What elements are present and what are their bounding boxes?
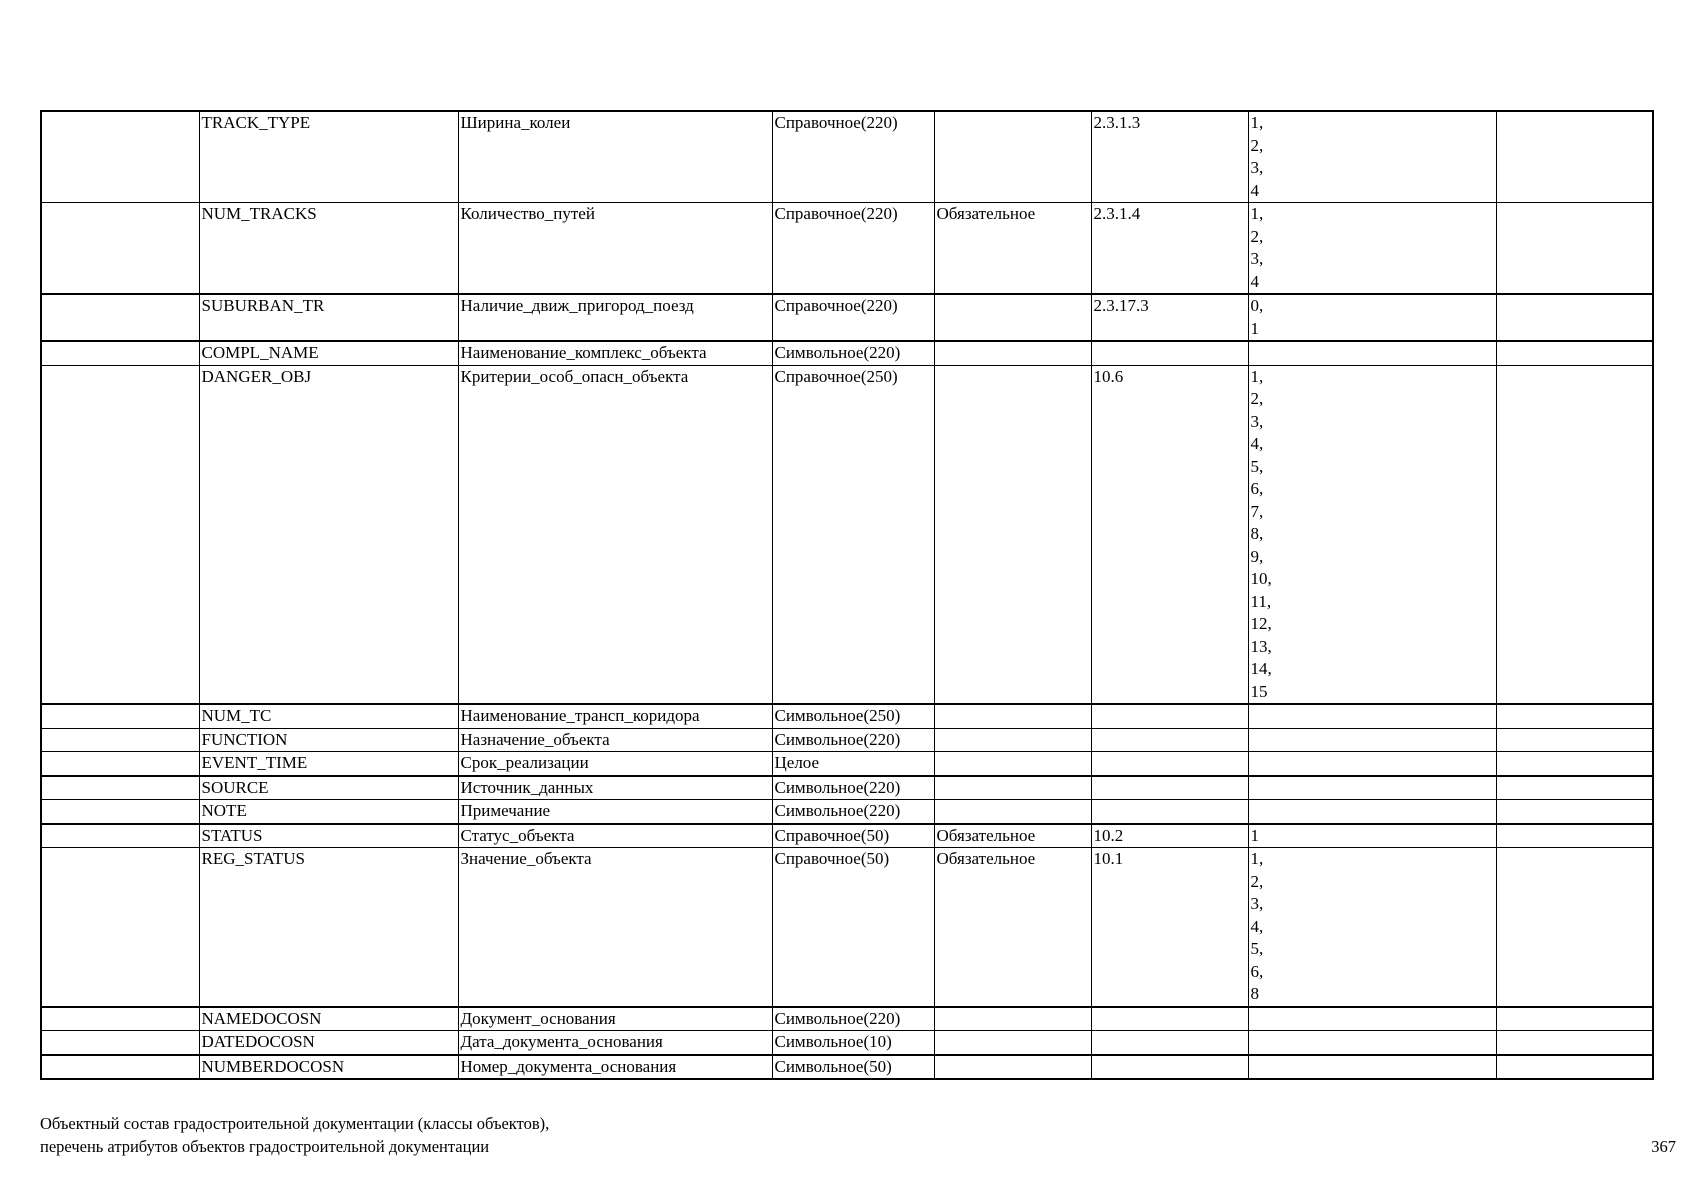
attribute-code-cell: NUM_TRACKS — [199, 203, 458, 295]
attribute-code-cell: DATEDOCOSN — [199, 1031, 458, 1055]
table-row — [41, 1055, 1653, 1080]
attribute-name-cell: Примечание — [458, 800, 772, 824]
allowed-value: 6, — [1250, 961, 1264, 981]
attribute-type-cell: Справочное(220) — [772, 294, 934, 341]
classifier-ref-cell — [1091, 752, 1248, 776]
classifier-ref-cell: 2.3.1.4 — [1091, 203, 1248, 295]
allowed-value: 2, — [1250, 135, 1264, 155]
allowed-value: 9, — [1250, 546, 1264, 566]
empty-cell — [41, 824, 199, 848]
attribute-name-cell: Значение_объекта — [458, 848, 772, 1007]
attribute-type-cell: Целое — [772, 752, 934, 776]
empty-cell — [41, 111, 199, 203]
allowed-value: 7, — [1250, 501, 1264, 521]
allowed-value: 10, — [1250, 569, 1272, 588]
attribute-code-cell: SUBURBAN_TR — [199, 294, 458, 341]
attribute-name-cell: Количество_путей — [458, 203, 772, 295]
allowed-value: 3, — [1250, 411, 1264, 431]
empty-cell — [1496, 341, 1653, 365]
attribute-type-cell: Справочное(220) — [772, 111, 934, 203]
attribute-code-cell: COMPL_NAME — [199, 341, 458, 365]
allowed-value: 1 — [1250, 825, 1259, 845]
allowed-value: 1, — [1250, 849, 1264, 868]
empty-cell — [41, 776, 199, 800]
empty-cell — [41, 341, 199, 365]
attribute-type-cell: Символьное(220) — [772, 776, 934, 800]
attribute-name-cell: Номер_документа_основания — [458, 1055, 772, 1080]
classifier-ref-cell — [1091, 341, 1248, 365]
attribute-code-cell: DANGER_OBJ — [199, 365, 458, 704]
attribute-name-cell: Источник_данных — [458, 776, 772, 800]
empty-cell — [1496, 848, 1653, 1007]
classifier-ref-cell — [1091, 1055, 1248, 1080]
empty-cell — [1496, 776, 1653, 800]
attribute-required-cell — [934, 341, 1091, 365]
allowed-value: 3, — [1250, 249, 1264, 268]
allowed-value: 1, — [1250, 204, 1264, 223]
attribute-type-cell: Справочное(250) — [772, 365, 934, 704]
allowed-value: 4, — [1250, 434, 1264, 453]
allowed-values-cell — [1248, 111, 1496, 203]
table-row — [41, 1007, 1653, 1031]
attribute-type-cell: Справочное(50) — [772, 824, 934, 848]
allowed-value: 6, — [1250, 479, 1264, 498]
attribute-type-cell: Символьное(50) — [772, 1055, 934, 1080]
table-row — [41, 728, 1653, 752]
table-row — [41, 1031, 1653, 1055]
allowed-values-cell — [1248, 1055, 1496, 1080]
attribute-code-cell: FUNCTION — [199, 728, 458, 752]
allowed-values-cell — [1248, 800, 1496, 824]
allowed-values-cell — [1248, 203, 1496, 295]
empty-cell — [1496, 1031, 1653, 1055]
table-row — [41, 848, 1653, 1007]
attribute-name-cell: Критерии_особ_опасн_объекта — [458, 365, 772, 704]
attribute-code-cell: SOURCE — [199, 776, 458, 800]
attribute-code-cell: STATUS — [199, 824, 458, 848]
allowed-value: 4, — [1250, 916, 1264, 936]
empty-cell — [1496, 824, 1653, 848]
allowed-values-cell — [1248, 341, 1496, 365]
allowed-value: 3, — [1250, 894, 1264, 913]
empty-cell — [1496, 752, 1653, 776]
attribute-type-cell: Символьное(220) — [772, 1007, 934, 1031]
attribute-code-cell: NUMBERDOCOSN — [199, 1055, 458, 1080]
attribute-name-cell: Наименование_трансп_коридора — [458, 704, 772, 728]
empty-cell — [1496, 111, 1653, 203]
empty-cell — [41, 1031, 199, 1055]
attribute-code-cell: EVENT_TIME — [199, 752, 458, 776]
attribute-required-cell — [934, 752, 1091, 776]
attribute-name-cell: Наименование_комплекс_объекта — [458, 341, 772, 365]
attribute-required-cell — [934, 800, 1091, 824]
attribute-required-cell — [934, 1031, 1091, 1055]
table-row — [41, 341, 1653, 365]
attribute-type-cell: Символьное(10) — [772, 1031, 934, 1055]
allowed-value: 1 — [1250, 318, 1259, 338]
allowed-value: 14, — [1250, 659, 1272, 678]
attribute-required-cell — [934, 365, 1091, 704]
empty-cell — [1496, 203, 1653, 295]
allowed-values-cell — [1248, 824, 1496, 848]
classifier-ref-cell — [1091, 704, 1248, 728]
empty-cell — [1496, 365, 1653, 704]
attribute-required-cell: Обязательное — [934, 203, 1091, 295]
allowed-values-cell — [1248, 848, 1496, 1007]
page-number: 367 — [1651, 1137, 1676, 1156]
allowed-value: 11, — [1250, 591, 1272, 611]
classifier-ref-cell — [1091, 800, 1248, 824]
empty-cell — [41, 728, 199, 752]
attribute-name-cell: Ширина_колеи — [458, 111, 772, 203]
allowed-values-cell — [1248, 776, 1496, 800]
empty-cell — [41, 848, 199, 1007]
attribute-code-cell: TRACK_TYPE — [199, 111, 458, 203]
allowed-values-cell — [1248, 1031, 1496, 1055]
attribute-code-cell: NUM_TC — [199, 704, 458, 728]
table-row — [41, 294, 1653, 341]
empty-cell — [1496, 728, 1653, 752]
empty-cell — [41, 203, 199, 295]
table-row — [41, 365, 1653, 704]
classifier-ref-cell — [1091, 1007, 1248, 1031]
attribute-code-cell: REG_STATUS — [199, 848, 458, 1007]
attribute-required-cell: Обязательное — [934, 848, 1091, 1007]
footer-caption-line-2: перечень атрибутов объектов градостроительной документации — [40, 1137, 490, 1156]
empty-cell — [1496, 704, 1653, 728]
attribute-type-cell: Символьное(220) — [772, 341, 934, 365]
allowed-value: 2, — [1250, 226, 1264, 246]
table-row — [41, 824, 1653, 848]
allowed-values-cell — [1248, 728, 1496, 752]
attribute-type-cell: Символьное(220) — [772, 728, 934, 752]
allowed-value: 4 — [1250, 271, 1259, 291]
attribute-code-cell: NAMEDOCOSN — [199, 1007, 458, 1031]
allowed-value: 1, — [1250, 113, 1264, 132]
attribute-name-cell: Дата_документа_основания — [458, 1031, 772, 1055]
allowed-value: 5, — [1250, 456, 1264, 476]
attribute-required-cell — [934, 728, 1091, 752]
table-row — [41, 752, 1653, 776]
classifier-ref-cell — [1091, 1031, 1248, 1055]
table-row — [41, 111, 1653, 203]
classifier-ref-cell: 2.3.1.3 — [1091, 111, 1248, 203]
allowed-value: 8 — [1250, 984, 1259, 1003]
attribute-name-cell: Документ_основания — [458, 1007, 772, 1031]
attribute-required-cell: Обязательное — [934, 824, 1091, 848]
empty-cell — [41, 365, 199, 704]
attribute-required-cell — [934, 294, 1091, 341]
allowed-value: 0, — [1250, 296, 1264, 315]
empty-cell — [41, 1055, 199, 1080]
table-row — [41, 704, 1653, 728]
table-row — [41, 203, 1653, 295]
attribute-name-cell: Назначение_объекта — [458, 728, 772, 752]
attribute-name-cell: Наличие_движ_пригород_поезд — [458, 294, 772, 341]
empty-cell — [41, 752, 199, 776]
classifier-ref-cell: 10.6 — [1091, 365, 1248, 704]
allowed-value: 2, — [1250, 871, 1264, 891]
allowed-value: 2, — [1250, 389, 1264, 408]
empty-cell — [1496, 1055, 1653, 1080]
empty-cell — [1496, 294, 1653, 341]
attribute-required-cell — [934, 1007, 1091, 1031]
empty-cell — [41, 800, 199, 824]
table-row — [41, 776, 1653, 800]
allowed-value: 5, — [1250, 939, 1264, 958]
attribute-name-cell: Срок_реализации — [458, 752, 772, 776]
attribute-required-cell — [934, 776, 1091, 800]
attribute-type-cell: Символьное(250) — [772, 704, 934, 728]
allowed-value: 1, — [1250, 366, 1264, 386]
attribute-name-cell: Статус_объекта — [458, 824, 772, 848]
attribute-required-cell — [934, 1055, 1091, 1080]
footer-caption — [40, 1112, 549, 1158]
classifier-ref-cell: 10.2 — [1091, 824, 1248, 848]
empty-cell — [1496, 1007, 1653, 1031]
attribute-required-cell — [934, 111, 1091, 203]
attributes-table — [40, 110, 1654, 1080]
classifier-ref-cell — [1091, 776, 1248, 800]
allowed-value: 3, — [1250, 158, 1264, 177]
attribute-required-cell — [934, 704, 1091, 728]
allowed-value: 13, — [1250, 636, 1272, 656]
table-row — [41, 800, 1653, 824]
attribute-type-cell: Символьное(220) — [772, 800, 934, 824]
allowed-values-cell — [1248, 1007, 1496, 1031]
allowed-values-cell — [1248, 752, 1496, 776]
empty-cell — [41, 294, 199, 341]
classifier-ref-cell: 2.3.17.3 — [1091, 294, 1248, 341]
attribute-type-cell: Справочное(50) — [772, 848, 934, 1007]
classifier-ref-cell: 10.1 — [1091, 848, 1248, 1007]
footer-caption-line-1: Объектный состав градостроительной документации (классы объектов), — [40, 1114, 550, 1133]
allowed-value: 4 — [1250, 180, 1259, 200]
attribute-type-cell: Справочное(220) — [772, 203, 934, 295]
attributes-table-body — [41, 111, 1653, 1079]
classifier-ref-cell — [1091, 728, 1248, 752]
allowed-value: 12, — [1250, 614, 1272, 633]
allowed-values-cell — [1248, 294, 1496, 341]
empty-cell — [41, 704, 199, 728]
empty-cell — [41, 1007, 199, 1031]
allowed-values-cell — [1248, 704, 1496, 728]
allowed-value: 15 — [1250, 681, 1268, 701]
attribute-code-cell: NOTE — [199, 800, 458, 824]
allowed-value: 8, — [1250, 524, 1264, 543]
empty-cell — [1496, 800, 1653, 824]
allowed-values-cell — [1248, 365, 1496, 704]
